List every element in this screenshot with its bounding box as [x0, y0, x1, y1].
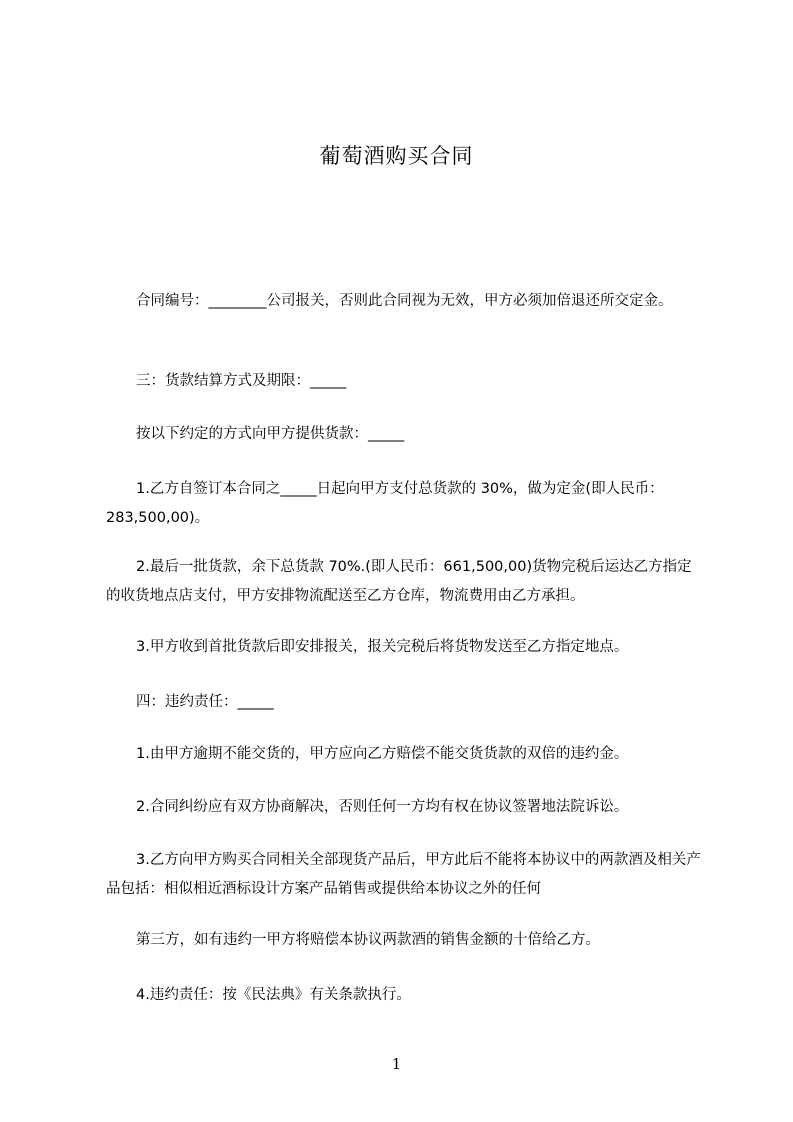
paragraph-payment-method: 按以下约定的方式向甲方提供货款：_____ [136, 426, 405, 442]
paragraph-breach-4: 4.违约责任：按《民法典》有关条款执行。 [136, 987, 411, 1003]
paragraph-clause-2: 2.最后一批货款，余下总货款 70%.(即人民币：661,500,00)货物完税后运达乙方指定的收货地点店支付，甲方安排物流配送至乙方仓库，物流费用由乙方承担。 [106, 559, 692, 604]
paragraph-clause-3: 3.甲方收到首批货款后即安排报关，报关完税后将货物发送至乙方指定地点。 [136, 639, 629, 655]
paragraph-breach-1: 1.由甲方逾期不能交货的，甲方应向乙方赔偿不能交货货款的双倍的违约金。 [136, 746, 629, 762]
paragraph-third-party: 第三方，如有违约一甲方将赔偿本协议两款酒的销售金额的十倍给乙方。 [136, 932, 600, 948]
paragraph-contract-number: 合同编号：________公司报关，否则此合同视为无效，甲方必须加倍退还所交定金。 [136, 293, 673, 309]
page-number: 1 [391, 1055, 402, 1073]
paragraph-section-three-heading: 三：货款结算方式及期限：_____ [136, 373, 347, 389]
paragraph-section-four-heading: 四：违约责任：_____ [136, 694, 274, 710]
paragraph-breach-2: 2.合同纠纷应有双方协商解决，否则任何一方均有权在协议签署地法院诉讼。 [136, 799, 629, 815]
paragraph-clause-1: 1.乙方自签订本合同之_____日起向甲方支付总货款的 30%，做为定金(即人民币：283,500,00)。 [106, 481, 664, 526]
document-title: 葡萄酒购买合同 [319, 144, 474, 168]
paragraph-breach-3: 3.乙方向甲方购买合同相关全部现货产品后，甲方此后不能将本协议中的两款酒及相关产品包括：相似相近酒标设计方案产品销售或提供给本协议之外的任何 [106, 852, 701, 897]
